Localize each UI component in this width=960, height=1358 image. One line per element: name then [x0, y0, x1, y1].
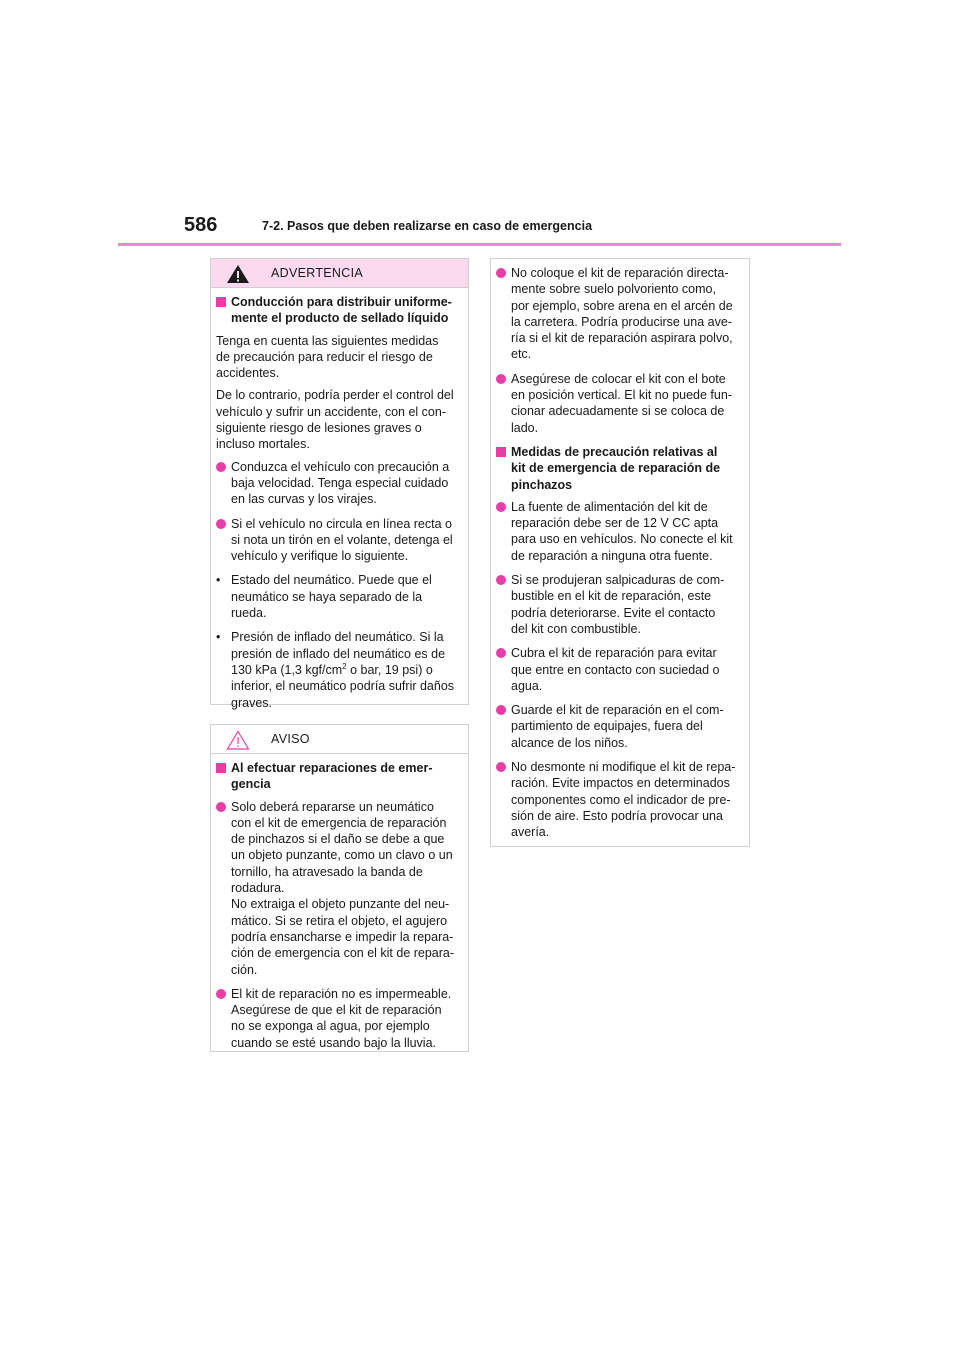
warning-box	[210, 258, 469, 710]
list-item-text: La fuente de alimentación del kit de reparación debe ser de 12 V CC apta para uso en vehículos. No conecte el kit de reparación a ninguna otra fuente.	[511, 499, 733, 563]
circle-bullet-icon	[496, 705, 506, 715]
header-rule	[118, 243, 841, 246]
square-bullet-icon	[496, 447, 506, 457]
square-bullet-icon	[216, 763, 226, 773]
circle-bullet-icon	[216, 802, 226, 812]
sub-list-item	[216, 572, 458, 621]
list-item	[216, 459, 458, 508]
circle-bullet-icon	[216, 989, 226, 999]
list-item-text: Asegúrese de colocar el kit con el bote en posición vertical. El kit no puede fun- cionar adecuadamente si se coloca de lado.	[511, 371, 732, 435]
notice-triangle-icon	[225, 729, 251, 751]
warning-triangle-icon	[225, 263, 251, 285]
notice-title: AVISO	[271, 732, 310, 746]
list-item	[216, 799, 458, 978]
list-item	[496, 265, 739, 363]
notice-heading	[216, 760, 458, 793]
notice-box	[210, 724, 469, 1052]
circle-bullet-icon	[496, 374, 506, 384]
circle-bullet-icon	[496, 268, 506, 278]
warning-title: ADVERTENCIA	[271, 266, 363, 280]
list-item-text: Si se produjeran salpicaduras de com- bustible en el kit de reparación, este podría deteriorarse. Evite el contacto del kit con combustible.	[511, 573, 725, 636]
list-item	[496, 759, 739, 840]
warning-heading	[216, 294, 458, 327]
list-item	[216, 986, 458, 1051]
circle-bullet-icon	[496, 762, 506, 772]
sub-list-item-text: Estado del neumático. Puede que el neumático se haya separado de la rueda.	[231, 573, 432, 621]
list-item-text: Conduzca el vehículo con precaución a baja velocidad. Tenga especial cuidado en las curvas y los virajes.	[231, 459, 450, 507]
list-item-text: No desmonte ni modifique el kit de repa- ración. Evite impactos en determinados componentes como el indicador de pre- sión de aire. Esto podría provocar una avería.	[511, 760, 736, 840]
list-item	[496, 702, 739, 751]
list-item-text: Solo deberá repararse un neumático con el kit de emergencia de reparación de pinchazos si el daño se debe a que un objeto punzante, como un clavo o un tornillo, ha atravesado la banda de rodadura. No extraiga el objeto punzante del neu- mático. Si se retira el objeto, el agujero podría ensancharse e impedir la repara- ción de emergencia con el kit de repara- ción.	[231, 799, 455, 977]
dot-marker: •	[216, 630, 221, 645]
warning-header	[211, 259, 468, 288]
section-title: 7-2. Pasos que deben realizarse en caso de emergencia	[262, 219, 593, 233]
precautions-heading	[496, 444, 739, 493]
circle-bullet-icon	[216, 462, 226, 472]
list-item	[496, 645, 739, 694]
list-item-text: Si el vehículo no circula en línea recta o si nota un tirón en el volante, detenga el vehículo y verifique lo siguiente.	[231, 516, 453, 564]
notice-header	[211, 725, 468, 754]
continuation-box	[490, 258, 750, 847]
list-item-text: El kit de reparación no es impermeable. Asegúrese de que el kit de reparación no se exponga al agua, por ejemplo cuando se esté usando bajo la lluvia.	[231, 986, 452, 1050]
warning-heading-text: Conducción para distribuir uniforme- mente el producto de sellado líquido	[231, 295, 452, 326]
dot-marker: •	[216, 573, 221, 588]
list-item	[216, 516, 458, 565]
circle-bullet-icon	[496, 502, 506, 512]
notice-heading-text: Al efectuar reparaciones de emer- gencia	[231, 761, 433, 792]
circle-bullet-icon	[216, 519, 226, 529]
list-item	[496, 371, 739, 436]
precautions-heading-text: Medidas de precaución relativas al kit de emergencia de reparación de pinchazos	[511, 444, 721, 492]
sub-list-item	[216, 629, 458, 710]
superscript: 2	[342, 661, 347, 671]
list-item-text: Guarde el kit de reparación en el com- partimiento de equipajes, fuera del alcance de los niños.	[511, 703, 724, 750]
sub-list-item-text	[231, 629, 454, 710]
warning-paragraph-1: Tenga en cuenta las siguientes medidas de precaución para reducir el riesgo de accidentes.	[216, 333, 439, 381]
page-number: 586	[184, 214, 218, 236]
circle-bullet-icon	[496, 575, 506, 585]
warning-paragraph-2: De lo contrario, podría perder el control del vehículo y sufrir un accidente, con el con- siguiente riesgo de lesiones graves o incluso mortales.	[216, 388, 454, 452]
circle-bullet-icon	[496, 648, 506, 658]
list-item	[496, 572, 739, 637]
pressure-text-b: o bar, 19 psi) o inferior, el neumático podría sufrir daños graves.	[231, 662, 455, 710]
square-bullet-icon	[216, 297, 226, 307]
list-item-text: Cubra el kit de reparación para evitar que entre en contacto con suciedad o agua.	[511, 646, 720, 693]
list-item-text: No coloque el kit de reparación directa- mente sobre suelo polvoriento como, por ejemplo, sobre arena en el arcén de la carretera. Podría producirse una ave- ría si el kit de reparación aspirara polvo, etc.	[511, 266, 733, 362]
pressure-text-a: Presión de inflado del neumático. Si la presión de inflado del neumático es de 130 kPa (1,3 kgf/cm	[231, 630, 446, 677]
list-item	[496, 499, 739, 564]
